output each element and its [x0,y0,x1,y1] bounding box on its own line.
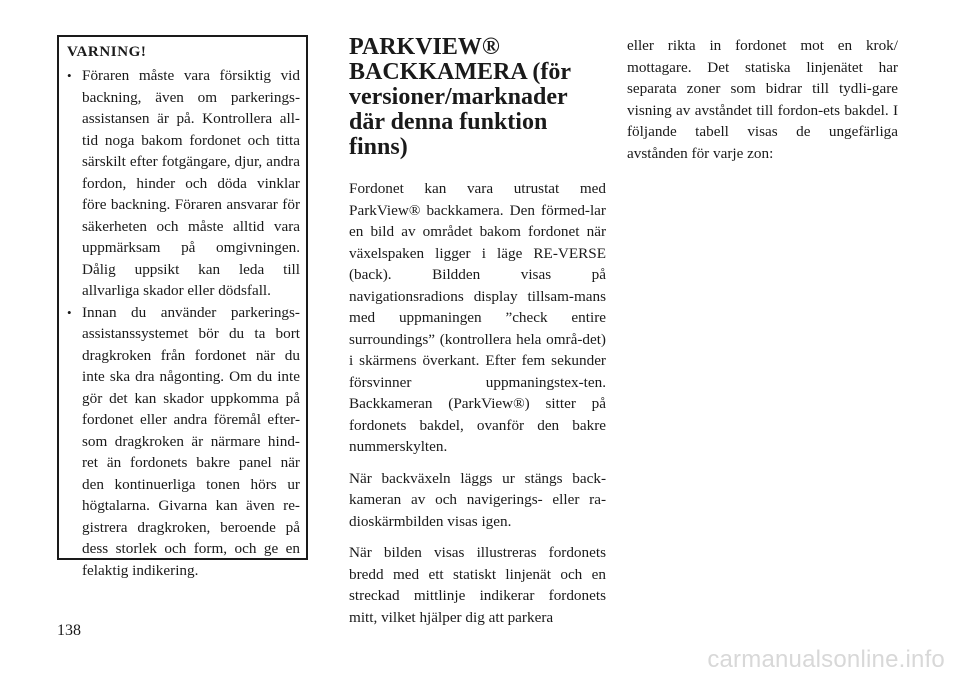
bullet-icon: • [67,68,72,83]
body-paragraph: När bilden visas illustreras fordonets bredd med ett statiskt linjenät och en streckad mittlinje indikerar fordonets mitt, vilket hjälper dig att parkera [349,544,606,626]
section-column [349,35,606,638]
section-heading: PARKVIEW® BACKKAMERA (för versioner/marknader där denna funktion finns) [349,34,571,160]
site-watermark: carmanualsonline.info [707,646,945,673]
warning-item-text: Innan du använder parkerings-assistanssystemet bör du ta bort dragkroken från fordonet när du inte ska dra någonting. Om du inte gör det kan skador uppkomma på fordonet eller andra föremål efter-som dragkroken är närmare hind-ret än fordonets bakre panel när den kontinuerliga tonen hörs ur högtalarna. Givarna kan även re-gistrera dragkroken, beroende på dess storlek och form, och ge en felaktig indikering. [82,303,300,579]
bullet-icon: • [67,304,72,320]
warning-title: VARNING! [67,44,147,60]
warning-item [67,302,300,582]
warning-box [57,35,308,579]
warning-list [67,65,300,581]
continuation-paragraph: eller rikta in fordonet mot en krok/ mottagare. Det statiska linjenätet har separata zoner som bidrar till tydli-gare visning av avståndet till fordon-ets bakdel. I följande tabell visas de ungefärliga avstånden för varje zon: [627,37,898,162]
continuation-column [627,35,898,174]
body-paragraph: När backväxeln läggs ur stängs back-kameran av och navigerings- eller ra-dioskärmbilden visas igen. [349,469,606,530]
warning-item-text: Föraren måste vara försiktig vid backning, även om parkerings-assistansen är på. Kontrollera all-tid noga bakom fordonet och titta särskilt efter fotgängare, djur, andra fordon, hinder och döda vinklar före backning. Föraren ansvarar för säkerheten och måste alltid vara uppmärksam på omgivningen. Dålig uppsikt kan leda till allvarliga skador eller dödsfall. [82,67,300,299]
warning-item [67,65,300,302]
page-number: 138 [57,622,81,639]
body-paragraph: Fordonet kan vara utrustat med ParkView® backkamera. Den förmed-lar en bild av området bakom fordonet när växelspaken ligger i läge RE-VERSE (back). Bildden visas på navigationsradions display tillsam-mans med uppmaningen ”check entire surroundings” (kontrollera hela områ-det) i skärmens överkant. Efter fem sekunder försvinner uppmaningstex-ten. Backkameran (ParkView®) sitter på fordonets bakdel, ovanför den bakre nummerskylten. [349,180,606,455]
